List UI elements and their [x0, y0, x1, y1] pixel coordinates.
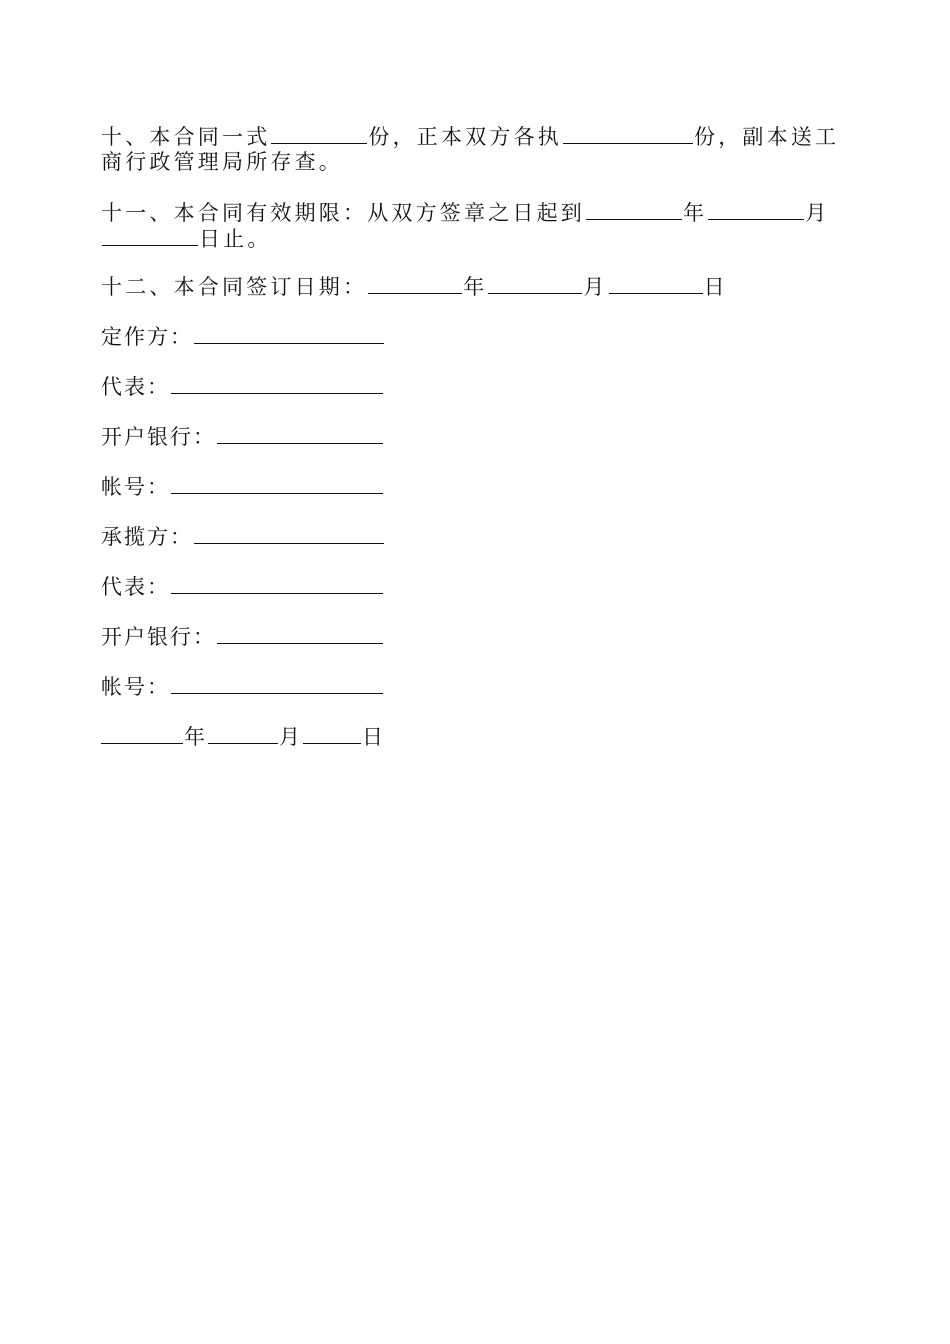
party-a-bank-row	[101, 424, 384, 450]
party-b-name-label: 承揽方：	[101, 525, 193, 549]
sign-month-blank[interactable]	[488, 274, 582, 294]
clause-copies	[101, 124, 853, 175]
sign-day-blank[interactable]	[609, 274, 703, 294]
clause-copies-text-4: 商行政管理局所存查。	[101, 150, 343, 174]
party-b-bank-row	[101, 624, 384, 650]
clause-sign-date-year: 年	[463, 275, 488, 299]
validity-day-blank[interactable]	[102, 226, 198, 246]
copies-each-blank[interactable]	[563, 124, 693, 144]
final-date-year: 年	[184, 725, 207, 749]
party-b-name-row	[101, 524, 385, 550]
party-a-account-blank[interactable]	[171, 474, 383, 494]
clause-validity	[101, 200, 853, 252]
clause-validity-text-1: 十一、本合同有效期限：从双方签章之日起到	[101, 201, 585, 225]
party-a-account-label: 帐号：	[101, 475, 170, 499]
party-b-account-row	[101, 674, 384, 700]
clause-sign-date-month: 月	[583, 275, 608, 299]
party-b-name-blank[interactable]	[194, 524, 384, 544]
party-a-bank-label: 开户银行：	[101, 425, 216, 449]
final-year-blank[interactable]	[101, 724, 183, 744]
clause-copies-text-2: 份，正本双方各执	[368, 125, 563, 149]
party-a-rep-label: 代表：	[101, 375, 170, 399]
sign-year-blank[interactable]	[368, 274, 462, 294]
clause-copies-text-3: 份，副本送工	[694, 125, 840, 149]
party-a-name-label: 定作方：	[101, 325, 193, 349]
validity-month-blank[interactable]	[708, 200, 804, 220]
party-a-bank-blank[interactable]	[217, 424, 383, 444]
clause-sign-date-text-1: 十二、本合同签订日期：	[101, 275, 368, 299]
final-date-day: 日	[362, 725, 385, 749]
party-b-account-blank[interactable]	[171, 674, 383, 694]
clause-copies-text-1: 十、本合同一式	[101, 125, 271, 149]
validity-year-blank[interactable]	[586, 200, 682, 220]
clause-validity-month: 月	[805, 201, 830, 225]
party-a-rep-row	[101, 374, 384, 400]
party-a-account-row	[101, 474, 384, 500]
party-b-bank-label: 开户银行：	[101, 625, 216, 649]
copies-total-blank[interactable]	[271, 124, 367, 144]
party-b-rep-blank[interactable]	[171, 574, 383, 594]
clause-validity-year: 年	[683, 201, 708, 225]
party-b-account-label: 帐号：	[101, 675, 170, 699]
party-b-rep-row	[101, 574, 384, 600]
clause-validity-text-4: 日止。	[199, 227, 272, 251]
clause-sign-date-day: 日	[703, 275, 728, 299]
party-b-rep-label: 代表：	[101, 575, 170, 599]
party-a-rep-blank[interactable]	[171, 374, 383, 394]
final-day-blank[interactable]	[303, 724, 361, 744]
final-date-row	[101, 724, 385, 750]
final-date-month: 月	[279, 725, 302, 749]
clause-sign-date	[101, 274, 728, 300]
party-a-name-blank[interactable]	[194, 324, 384, 344]
party-b-bank-blank[interactable]	[217, 624, 383, 644]
final-month-blank[interactable]	[208, 724, 278, 744]
party-a-name-row	[101, 324, 385, 350]
